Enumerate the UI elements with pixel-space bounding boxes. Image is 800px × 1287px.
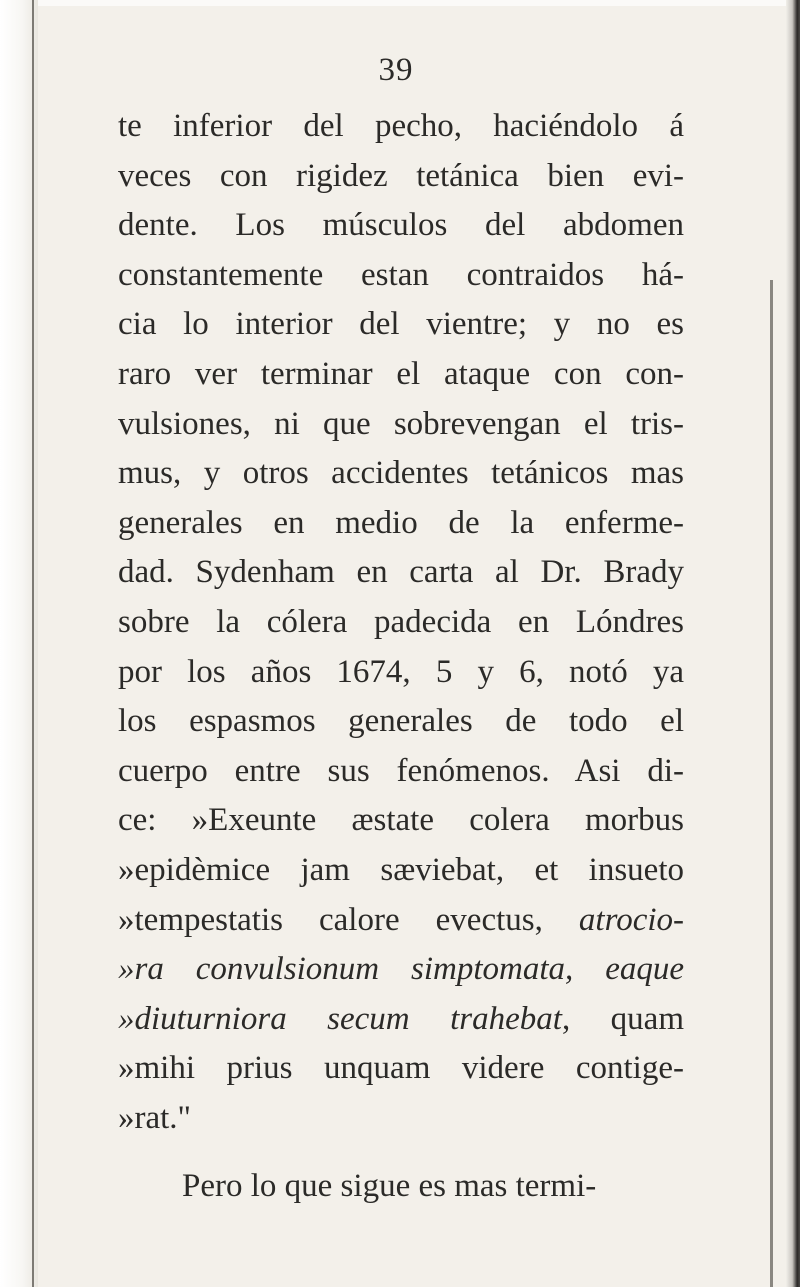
italic-text-segment: »ra convulsionum simptomata, eaque [118,951,684,988]
text-line [118,945,684,995]
text-line: generales en medio de la enferme- [118,504,684,541]
text-line: veces con rigidez tetánica bien evi- [118,157,684,194]
text-segment: »tempestatis calore evectus, [118,901,579,938]
text-line: »epidèmice jam sæviebat, et insueto [118,851,684,888]
text-line [118,995,684,1045]
text-line: vulsiones, ni que sobrevengan el tris- [118,405,684,442]
italic-text-segment: »diuturniora secum trahebat [118,1000,562,1037]
text-segment: , quam [561,1000,684,1037]
text-line: por los años 1674, 5 y 6, notó ya [118,653,684,690]
text-line: cia lo interior del vientre; y no es [118,306,684,343]
page-top-edge [38,0,800,6]
text-line: ce: »Exeunte æstate colera morbus [118,802,684,839]
text-line: »mihi prius unquam videre contige- [118,1050,684,1087]
text-line [118,896,684,946]
text-line: los espasmos generales de todo el [118,703,684,740]
text-line: sobre la cólera padecida en Lóndres [118,603,684,640]
page-right-edge [786,0,800,1287]
text-line: dad. Sydenham en carta al Dr. Brady [118,554,684,591]
text-line: »rat." [118,1099,192,1136]
text-line: te inferior del pecho, haciéndolo á [118,108,684,144]
body-text [118,102,684,1211]
paragraph-start-line: Pero lo que sigue es mas termi- [182,1168,597,1205]
page-number: 39 [378,52,414,88]
page-left-edge [0,0,38,1287]
text-line: constantemente estan contraidos há- [118,256,684,293]
text-line: dente. Los músculos del abdomen [118,207,684,244]
text-line: mus, y otros accidentes tetánicos mas [118,455,684,492]
italic-text-segment: atrocio- [578,901,684,938]
text-line: cuerpo entre sus fenómenos. Asi di- [118,752,684,789]
text-line: raro ver terminar el ataque con con- [118,355,684,392]
